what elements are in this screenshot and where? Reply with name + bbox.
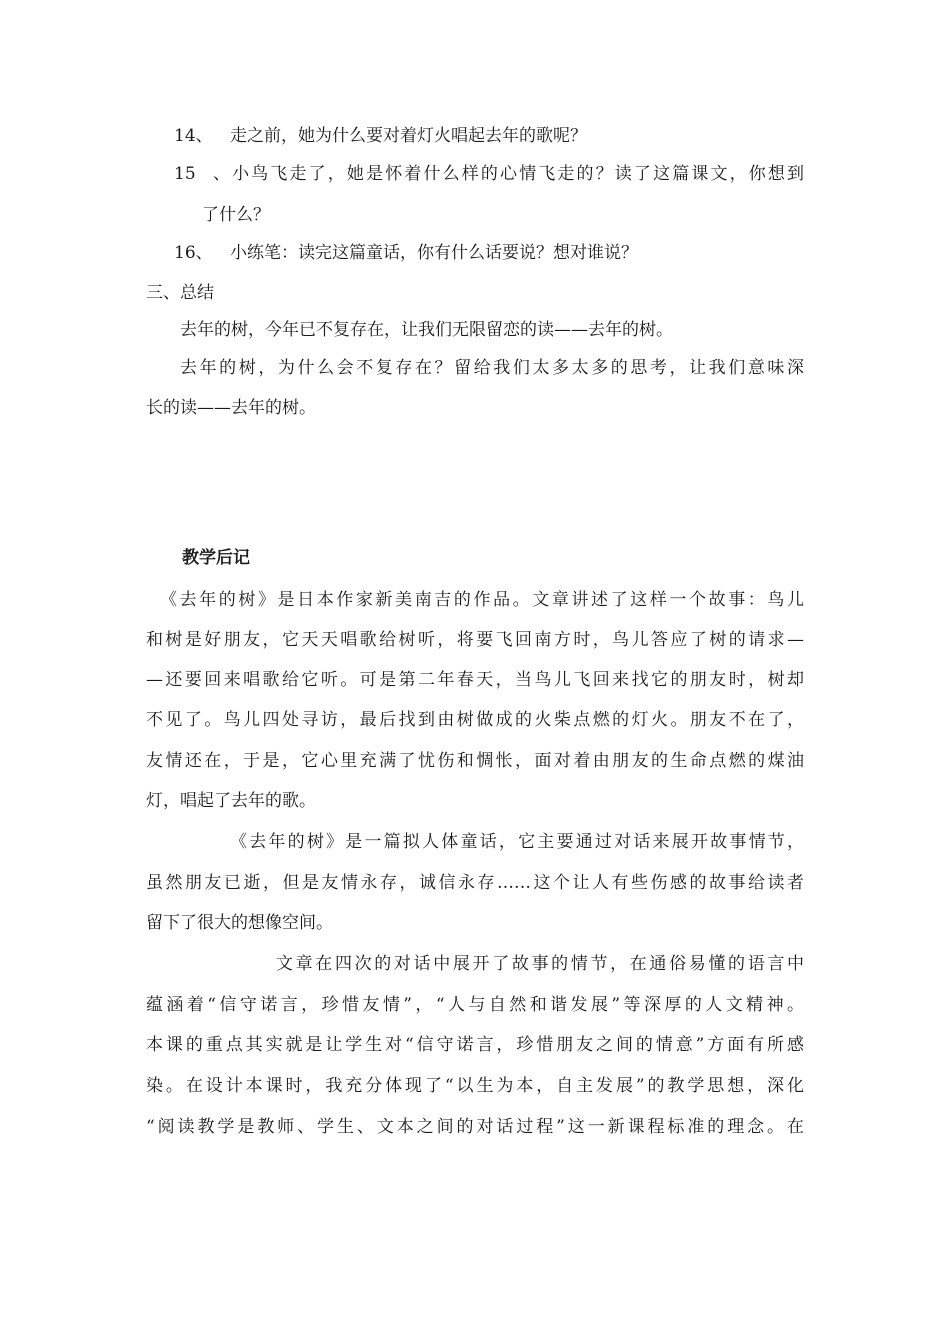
question-14 <box>174 124 587 148</box>
question-number: 14、 <box>174 126 213 146</box>
postscript-para3-line: 染。在设计本课时，我充分体现了“以生为本，自主发展”的教学思想，深化 <box>146 1076 804 1096</box>
postscript-para1-line: 灯，唱起了去年的歌。 <box>146 791 316 811</box>
postscript-para3-line: 文章在四次的对话中展开了故事的情节，在通俗易懂的语言中 <box>276 954 804 974</box>
question-number: 15、 <box>174 164 230 184</box>
postscript-para1-line: 友情还在，于是，它心里充满了忧伤和惆怅，面对着由朋友的生命点燃的煤油 <box>146 751 804 771</box>
postscript-para2-line: 虽然朋友已逝，但是友情永存，诚信永存……这个让人有些伤感的故事给读者 <box>146 873 804 893</box>
postscript-para3-line: 本课的重点其实就是让学生对“信守诺言，珍惜朋友之间的情意”方面有所感 <box>146 1035 804 1055</box>
postscript-para2-line: 留下了很大的想像空间。 <box>146 913 333 933</box>
summary-paragraph-2-line-1: 去年的树，为什么会不复存在？留给我们太多太多的思考，让我们意味深 <box>180 358 804 378</box>
postscript-para1-line: —还要回来唱歌给它听。可是第二年春天，当鸟儿飞回来找它的朋友时，树却 <box>146 670 804 690</box>
question-text: 走之前，她为什么要对着灯火唱起去年的歌呢？ <box>230 126 587 146</box>
summary-paragraph-2-line-2: 长的读——去年的树。 <box>146 398 316 418</box>
postscript-heading: 教学后记 <box>182 548 250 568</box>
summary-paragraph-1: 去年的树，今年已不复存在，让我们无限留恋的读——去年的树。 <box>180 320 673 340</box>
summary-heading: 三、总结 <box>146 283 214 303</box>
question-16 <box>174 241 638 265</box>
question-text: 小鸟飞走了，她是怀着什么样的心情飞走的？读了这篇课文，你想到 <box>230 164 804 184</box>
postscript-para3-line: 蕴涵着“信守诺言，珍惜友情”，“人与自然和谐发展”等深厚的人文精神。 <box>146 995 804 1015</box>
postscript-para1-line: 《去年的树》是日本作家新美南吉的作品。文章讲述了这样一个故事：鸟儿 <box>160 590 804 610</box>
postscript-para3-line: “阅读教学是教师、学生、文本之间的对话过程”这一新课程标准的理念。在 <box>146 1117 804 1137</box>
postscript-para1-line: 不见了。鸟儿四处寻访，最后找到由树做成的火柴点燃的灯火。朋友不在了， <box>146 710 804 730</box>
question-number: 16、 <box>174 243 213 263</box>
postscript-para1-line: 和树是好朋友，它天天唱歌给树听，将要飞回南方时，鸟儿答应了树的请求— <box>146 630 804 650</box>
question-text: 小练笔：读完这篇童话，你有什么话要说？想对谁说？ <box>230 243 638 263</box>
question-15 <box>174 162 804 186</box>
question-15-continuation: 了什么？ <box>202 205 270 225</box>
postscript-para2-line: 《去年的树》是一篇拟人体童话，它主要通过对话来展开故事情节， <box>230 832 804 852</box>
